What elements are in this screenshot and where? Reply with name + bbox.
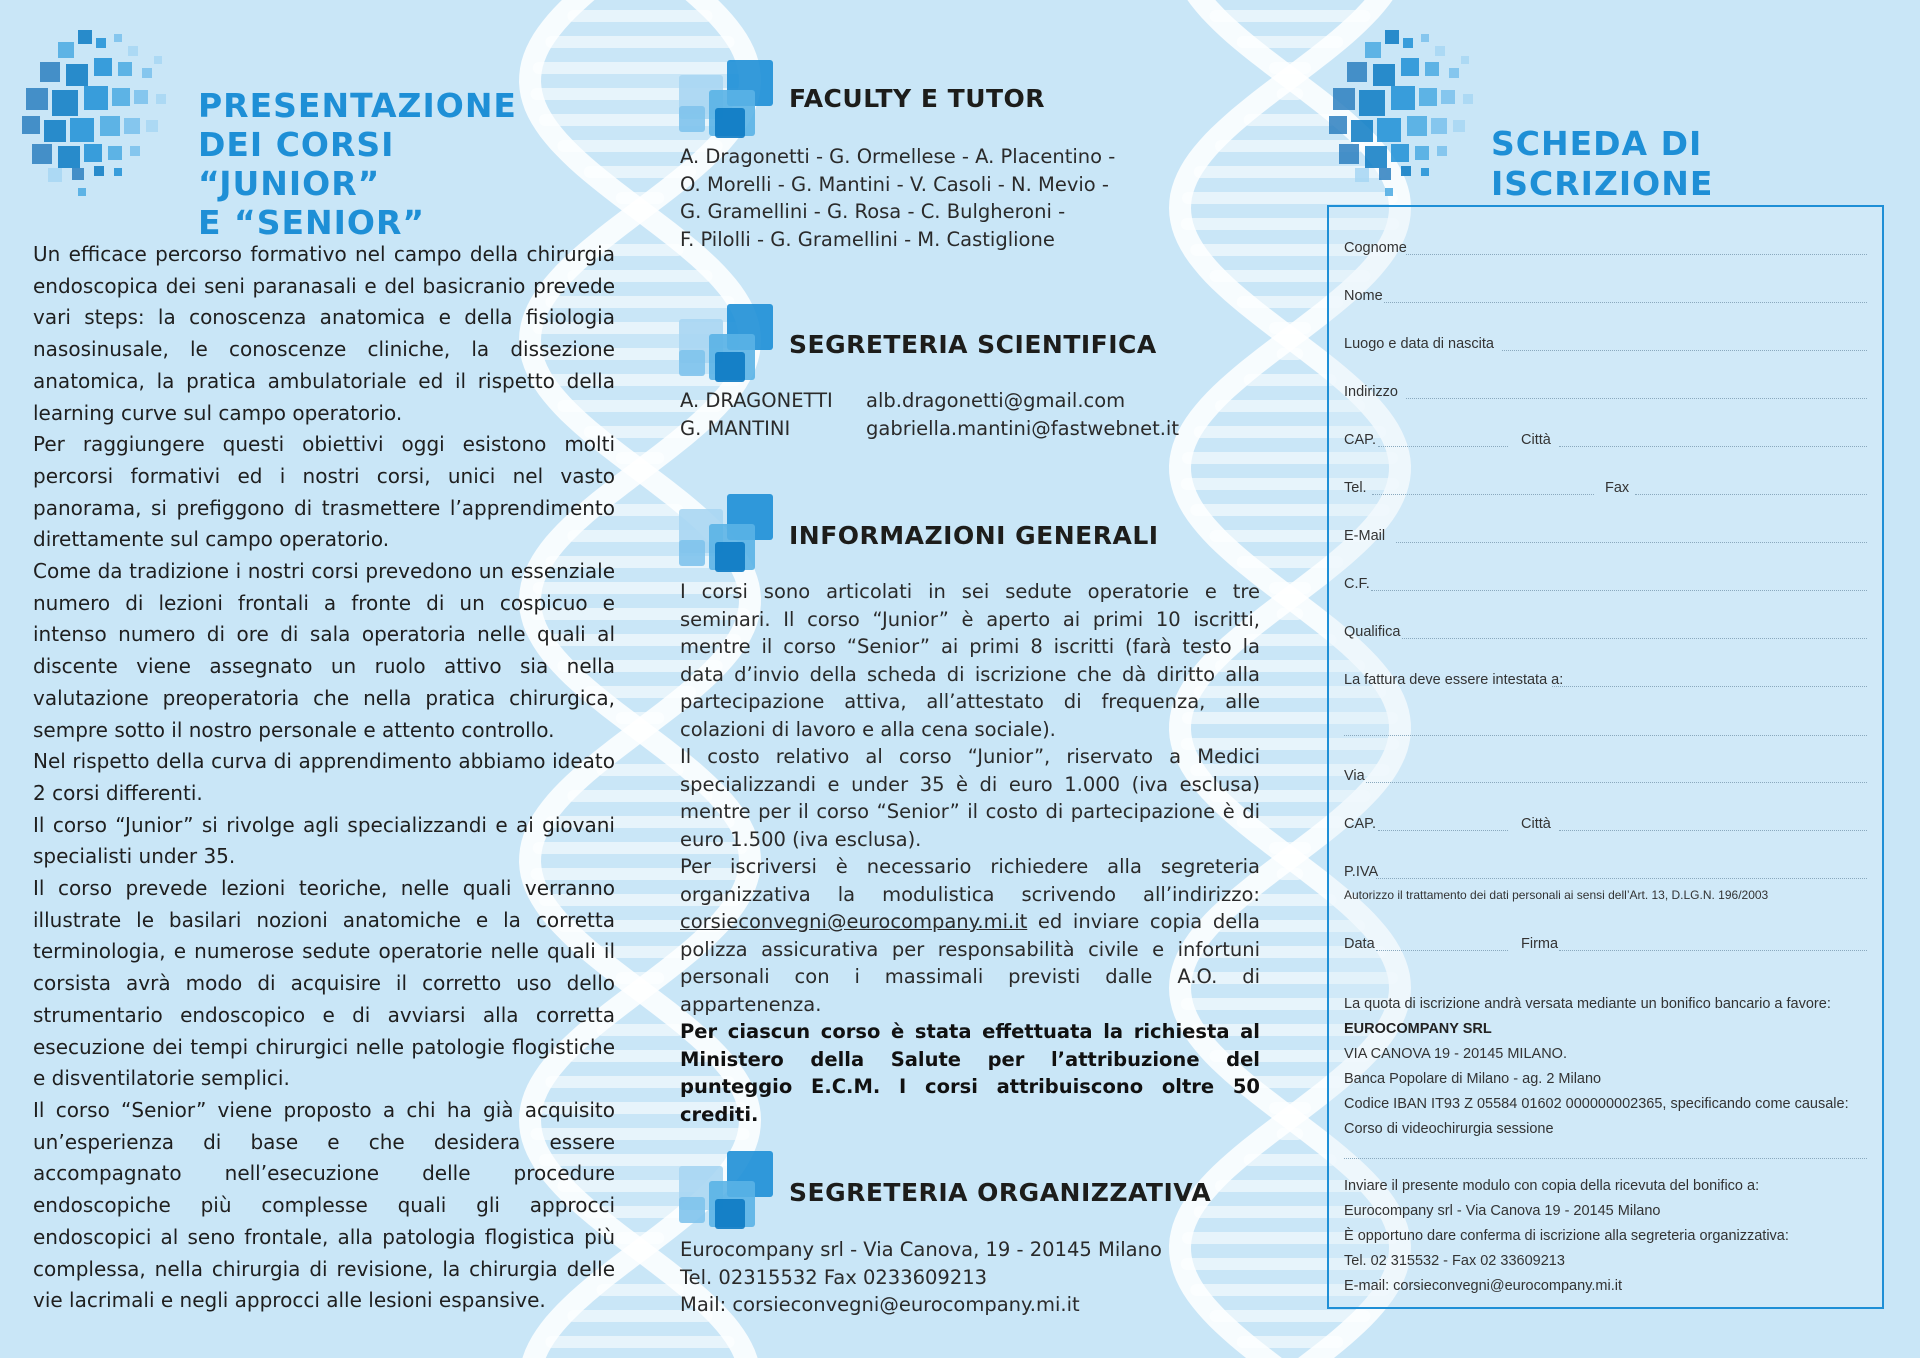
helix-rung	[616, 1232, 664, 1244]
logo-pixel	[1463, 94, 1473, 104]
logo-pixel	[32, 144, 52, 164]
logo-pixel	[100, 116, 120, 136]
field-cf[interactable]	[1344, 570, 1867, 594]
faculty-heading: FACULTY E TUTOR	[789, 84, 1046, 113]
field-label: Tel.	[1344, 480, 1367, 496]
logo-pixel	[58, 42, 74, 58]
info-text: ed inviare copia della polizza assicurativa per responsabilità civile e infortuni personali con i massimali previsti dalle A.O. di appartenenza.	[680, 910, 1260, 1016]
field-nome[interactable]	[1344, 282, 1867, 306]
general-info-text	[680, 578, 1260, 1128]
title-line-2: DEI CORSI “JUNIOR”	[198, 125, 395, 203]
helix-rung	[1269, 322, 1311, 334]
logo-pixel	[58, 146, 80, 168]
helix-rung	[1277, 608, 1304, 620]
field-label: Luogo e data di nascita	[1344, 336, 1494, 352]
helix-rung	[1244, 114, 1337, 126]
contact-email[interactable]: alb.dragonetti@gmail.com	[866, 389, 1126, 412]
logo-pixel	[1385, 188, 1393, 196]
field-label: Cognome	[1344, 240, 1407, 256]
faculty-list	[680, 143, 1150, 253]
divider	[1344, 1158, 1867, 1159]
logo-pixel	[84, 144, 102, 162]
field-label: Fax	[1605, 480, 1630, 496]
logo-pixel	[1421, 34, 1429, 42]
field-label: CAP.	[1344, 432, 1376, 448]
info-text: Per iscriversi è necessario richiedere alla segreteria organizzativa la modulistica scrivendo all’indirizzo:	[680, 855, 1260, 906]
logo-pixel	[1391, 86, 1415, 110]
logo-pixel	[118, 62, 132, 76]
icon-square	[679, 106, 705, 132]
org-line: Tel. 02315532 Fax 0233609213	[680, 1265, 988, 1289]
logo-pixel	[44, 120, 66, 142]
pixel-cluster-logo-right	[1325, 28, 1485, 188]
logo-pixel	[1431, 118, 1447, 134]
divider	[1344, 735, 1867, 736]
helix-rung	[1210, 10, 1371, 22]
field-qualifica[interactable]	[1344, 618, 1867, 642]
helix-rung	[1277, 1128, 1304, 1140]
paragraph: Il corso “Junior” si rivolge agli specializzandi e ai giovani specialisti under 35.	[33, 812, 615, 869]
organizational-secretariat-heading: SEGRETERIA ORGANIZZATIVA	[789, 1178, 1212, 1207]
logo-pixel	[1391, 144, 1409, 162]
contact-name: G. MANTINI	[680, 416, 791, 440]
logo-pixel	[1339, 144, 1359, 164]
logo-pixel	[1441, 90, 1455, 104]
squares-icon	[679, 304, 774, 382]
title-line-3: E “SENIOR”	[198, 203, 426, 242]
send-line: È opportuno dare conferma di iscrizione alla segreteria organizzativa:	[1344, 1228, 1789, 1244]
field-label: Nome	[1344, 288, 1383, 304]
payment-address: VIA CANOVA 19 - 20145 MILANO.	[1344, 1046, 1567, 1062]
contact-name: A. DRAGONETTI	[680, 389, 833, 412]
logo-pixel	[1377, 118, 1401, 142]
logo-pixel	[66, 64, 88, 86]
field-label: Firma	[1521, 936, 1559, 952]
field-label: C.F.	[1344, 576, 1370, 592]
field-cap-citta[interactable]	[1344, 426, 1867, 450]
helix-rung	[1269, 1102, 1311, 1114]
helix-rung	[545, 1336, 734, 1348]
helix-rung	[545, 36, 734, 48]
faculty-line: A. Dragonetti - G. Ormellese - A. Placentino -	[680, 145, 1116, 168]
logo-pixel	[94, 58, 112, 76]
helix-rung	[616, 192, 664, 204]
squares-icon	[679, 494, 774, 572]
field-piva[interactable]	[1344, 858, 1867, 882]
logo-pixel	[154, 56, 162, 64]
paragraph: Il corso “Senior” viene proposto a chi ha già acquisito un’esperienza di base e che desidera essere accompagnato nell’esecuzione delle procedure endoscopiche più complesse quali gli approcci endoscopici al seno frontale, alla patologia flogistica più complessa, nella chirurgia di revisione, la chirurgia delle vie lacrimali e negli approcci alle lesioni espansive.	[33, 1097, 615, 1313]
logo-pixel	[1461, 56, 1469, 64]
contact-email[interactable]: gabriella.mantini@fastwebnet.it	[866, 416, 1179, 440]
registration-form	[1327, 205, 1884, 1309]
helix-rung	[1269, 842, 1311, 854]
field-fattura[interactable]	[1344, 666, 1867, 690]
field-label: Indirizzo	[1344, 384, 1398, 400]
field-label: CAP.	[1344, 816, 1376, 832]
payment-causale: Corso di videochirurgia sessione	[1344, 1121, 1554, 1137]
logo-pixel	[1435, 46, 1445, 56]
logo-pixel	[134, 90, 148, 104]
field-email[interactable]	[1344, 522, 1867, 546]
logo-pixel	[1437, 146, 1447, 156]
logo-pixel	[78, 30, 92, 44]
logo-pixel	[1449, 68, 1459, 78]
field-label: E-Mail	[1344, 528, 1386, 544]
paragraph: Un efficace percorso formativo nel campo della chirurgia endoscopica dei seni paranasali e del basicranio prevede vari steps: la conoscenza anatomica e della fisiologia nasosinusale, le conoscenze cliniche, la dissezione anatomica, la pratica ambulatoriale ed il rispetto della learning curve sul campo operatorio.	[33, 242, 615, 425]
field-label: Città	[1521, 816, 1551, 832]
logo-pixel	[1333, 88, 1355, 110]
field-label: Città	[1521, 432, 1551, 448]
payment-info	[1344, 992, 1867, 1142]
icon-square	[679, 540, 705, 566]
logo-pixel	[1453, 120, 1465, 132]
presentation-title	[198, 86, 578, 242]
logo-pixel	[22, 116, 40, 134]
field-tel-fax[interactable]	[1344, 474, 1867, 498]
logo-pixel	[124, 118, 140, 134]
send-instructions	[1344, 1174, 1867, 1299]
email-link[interactable]: corsieconvegni@eurocompany.mi.it	[680, 910, 1028, 933]
logo-pixel	[1401, 166, 1411, 176]
paragraph: Nel rispetto della curva di apprendimento abbiamo ideato 2 corsi differenti.	[33, 749, 615, 805]
logo-pixel	[1373, 64, 1395, 86]
squares-icon	[679, 1151, 774, 1229]
logo-pixel	[1401, 58, 1419, 76]
helix-rung	[1182, 192, 1398, 204]
icon-square	[679, 350, 705, 376]
helix-rung	[1244, 1154, 1337, 1166]
org-line[interactable]: Mail: corsieconvegni@eurocompany.mi.it	[680, 1293, 1080, 1316]
helix-rung	[1277, 88, 1304, 100]
field-label: Via	[1344, 768, 1365, 784]
send-line: Tel. 02 315532 - Fax 02 33609213	[1344, 1253, 1565, 1269]
logo-pixel	[1379, 168, 1391, 180]
logo-pixel	[70, 118, 94, 142]
form-title: SCHEDA DI ISCRIZIONE	[1491, 124, 1714, 203]
logo-pixel	[1407, 116, 1427, 136]
logo-pixel	[94, 166, 104, 176]
logo-pixel	[1329, 116, 1347, 134]
logo-pixel	[114, 168, 122, 176]
helix-rung	[1244, 374, 1337, 386]
logo-pixel	[156, 94, 166, 104]
ecm-notice: Per ciascun corso è stata effettuata la richiesta al Ministero della Salute per l’attribuzione del punteggio E.C.M. I corsi attribuiscono oltre 50 crediti.	[680, 1020, 1260, 1126]
logo-pixel	[1351, 120, 1373, 142]
pixel-cluster-logo-left	[18, 28, 178, 188]
faculty-line: F. Pilolli - G. Gramellini - M. Castiglione	[680, 227, 1055, 251]
logo-pixel	[1415, 146, 1429, 160]
org-line: Eurocompany srl - Via Canova, 19 - 20145 Milano	[680, 1238, 1162, 1261]
icon-square	[715, 108, 745, 138]
info-paragraph	[680, 853, 1260, 1018]
helix-rung	[616, 452, 664, 464]
logo-pixel	[1419, 88, 1437, 106]
info-paragraph: Il costo relativo al corso “Junior”, riservato a Medici specializzandi e under 35 è di euro 1.000 (iva esclusa) mentre per il corso “Senior” il costo di partecipazione è di euro 1.500 (iva esclusa).	[680, 745, 1260, 851]
paragraph: Il corso prevede lezioni teoriche, nelle quali verranno illustrate le basilari nozioni anatomiche e la corretta terminologia, e numerose sedute operatorie nelle quali il corsista avrà modo di acquisire il corretto uso dello strumentario endoscopico e di avviarsi alla corretta esecuzione dei tempi chirurgici nelle patologie flogistiche e disventilatorie semplici.	[33, 876, 615, 1091]
helix-rung	[1277, 348, 1304, 360]
faculty-line: G. Gramellini - G. Rosa - C. Bulgheroni -	[680, 200, 1066, 223]
send-line: Inviare il presente modulo con copia della ricevuta del bonifico a:	[1344, 1178, 1760, 1194]
logo-pixel	[72, 168, 84, 180]
logo-pixel	[128, 46, 138, 56]
logo-pixel	[48, 168, 62, 182]
logo-pixel	[112, 88, 130, 106]
logo-pixel	[40, 62, 60, 82]
payment-iban: Codice IBAN IT93 Z 05584 01602 000000002365, specificando come causale:	[1344, 1096, 1849, 1112]
logo-pixel	[1421, 168, 1429, 176]
field-cognome[interactable]	[1344, 234, 1867, 258]
logo-pixel	[1347, 62, 1367, 82]
field-label: La fattura deve essere intestata a:	[1344, 672, 1564, 688]
logo-pixel	[52, 90, 78, 116]
scientific-contacts	[680, 387, 1220, 442]
send-line[interactable]: E-mail: corsieconvegni@eurocompany.mi.it	[1344, 1278, 1622, 1294]
payment-bank: Banca Popolare di Milano - ag. 2 Milano	[1344, 1071, 1602, 1087]
icon-square	[715, 1199, 745, 1229]
logo-pixel	[1355, 168, 1369, 182]
logo-pixel	[1365, 146, 1387, 168]
logo-pixel	[1425, 62, 1439, 76]
faculty-line: O. Morelli - G. Mantini - V. Casoli - N. Mevio -	[680, 172, 1109, 196]
payment-company: EUROCOMPANY SRL	[1344, 1021, 1492, 1037]
send-line: Eurocompany srl - Via Canova 19 - 20145 Milano	[1344, 1203, 1661, 1219]
helix-rung	[1210, 1310, 1371, 1322]
logo-pixel	[78, 188, 86, 196]
paragraph: Per raggiungere questi obiettivi oggi esistono molti percorsi formativi ed i nostri corsi, unici nel vasto panorama, si prefiggono di trasmettere l’apprendimento direttamente sul campo operatorio.	[33, 432, 615, 552]
helix-rung	[1277, 868, 1304, 880]
logo-pixel	[130, 146, 140, 156]
logo-pixel	[146, 120, 158, 132]
privacy-consent: Autorizzo il trattamento dei dati personali ai sensi dell’Art. 13, D.LG.N. 196/2003	[1344, 888, 1769, 902]
field-data-firma[interactable]	[1344, 930, 1867, 954]
field-luogo-data-nascita[interactable]	[1344, 330, 1867, 354]
logo-pixel	[1403, 38, 1413, 48]
helix-rung	[616, 712, 664, 724]
helix-rung	[616, 972, 664, 984]
field-label: P.IVA	[1344, 864, 1379, 880]
field-via[interactable]	[1344, 762, 1867, 786]
field-label: Qualifica	[1344, 624, 1401, 640]
logo-pixel	[84, 86, 108, 110]
field-label: Data	[1344, 936, 1375, 952]
logo-pixel	[108, 146, 122, 160]
logo-pixel	[142, 68, 152, 78]
logo-pixel	[1365, 42, 1381, 58]
helix-rung	[1237, 1336, 1344, 1348]
paragraph: Come da tradizione i nostri corsi prevedono un essenziale numero di lezioni frontali a fronte di un cospicuo e intenso numero di ore di sala operatoria nelle quali al discente viene assegnato un ruolo attivo sia nella valutazione preoperatoria che nella pratica chirurgica, sempre sotto il nostro personale e attento controllo.	[33, 559, 615, 742]
info-paragraph: I corsi sono articolati in sei sedute operatorie e tre seminari. Il corso “Junior” è aperto ai primi 10 iscritti, mentre il corso “Senior” ai primi 8 iscritti (farà testo la data d’invio della scheda di iscrizione che dà diritto alla partecipazione attiva, all’attestato di frequenza, alle colazioni di lavoro e alla cena sociale).	[680, 580, 1260, 741]
scientific-secretariat-heading: SEGRETERIA SCIENTIFICA	[789, 330, 1157, 359]
contact-row	[680, 387, 1220, 415]
helix-rung	[567, 10, 712, 22]
title-line-1: PRESENTAZIONE	[198, 86, 517, 125]
squares-icon	[679, 60, 774, 138]
logo-pixel	[1385, 30, 1399, 44]
logo-pixel	[1359, 90, 1385, 116]
logo-pixel	[114, 34, 122, 42]
icon-square	[679, 1197, 705, 1223]
logo-pixel	[26, 88, 48, 110]
organizational-contacts	[680, 1236, 1220, 1319]
contact-row	[680, 415, 1220, 443]
field-cap-citta-billing[interactable]	[1344, 810, 1867, 834]
icon-square	[715, 542, 745, 572]
helix-rung	[1269, 582, 1311, 594]
helix-rung	[1269, 62, 1311, 74]
payment-intro: La quota di iscrizione andrà versata mediante un bonifico bancario a favore:	[1344, 996, 1831, 1012]
icon-square	[715, 352, 745, 382]
logo-pixel	[96, 38, 106, 48]
general-info-heading: INFORMAZIONI GENERALI	[789, 521, 1159, 550]
presentation-text	[33, 239, 615, 1317]
field-indirizzo[interactable]	[1344, 378, 1867, 402]
